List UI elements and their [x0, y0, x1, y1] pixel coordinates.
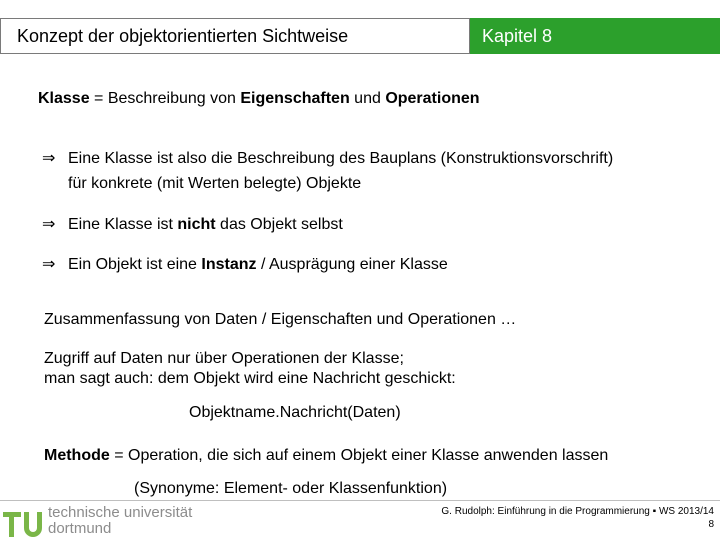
bullet-2-text-c: das Objekt selbst: [215, 216, 343, 233]
def-operations: Operationen: [385, 90, 480, 107]
method-definition: [44, 447, 608, 465]
method-term: Methode: [44, 447, 110, 464]
university-line-2: dortmund: [48, 520, 112, 537]
class-definition: [38, 90, 480, 108]
def-properties: Eigenschaften: [240, 90, 350, 107]
citation-text: G. Rudolph: Einführung in die Programmierung ▪ WS 2013/14: [441, 506, 714, 517]
university-name: [48, 505, 192, 537]
bullet-1-text: Eine Klasse ist also die Beschreibung des Bauplans (Konstruktionsvorschrift): [68, 150, 614, 167]
synonyms-text: (Synonyme: Element- oder Klassenfunktion): [134, 480, 448, 497]
chapter-label: Kapitel 8: [470, 18, 720, 54]
bullet-3: [42, 254, 448, 274]
page-number: 8: [708, 519, 714, 530]
def-term: Klasse: [38, 90, 90, 107]
bullet-3-text-a: Ein Objekt ist eine: [68, 256, 202, 273]
method-text: = Operation, die sich auf einem Objekt einer Klasse anwenden lassen: [109, 447, 609, 464]
def-text-2: und: [349, 90, 386, 107]
implies-icon: ⇒: [42, 256, 56, 273]
slide-title: Konzept der objektorientierten Sichtweise: [0, 18, 470, 54]
def-text-1: = Beschreibung von: [89, 90, 241, 107]
university-line-1: technische universität: [48, 504, 193, 521]
summary-text: Zusammenfassung von Daten / Eigenschaften und Operationen …: [44, 311, 517, 328]
bullet-3-text-c: / Ausprägung einer Klasse: [256, 256, 448, 273]
bullet-3-emphasis: Instanz: [201, 256, 257, 273]
access-line-1: Zugriff auf Daten nur über Operationen der Klasse;: [44, 350, 404, 367]
bullet-2-emphasis: nicht: [177, 216, 216, 233]
footer-citation: [441, 505, 714, 531]
implies-icon: ⇒: [42, 216, 56, 233]
bullet-2: [42, 214, 343, 234]
implies-icon: ⇒: [42, 150, 56, 167]
bullet-2-text-a: Eine Klasse ist: [68, 216, 178, 233]
tu-logo-icon: [2, 505, 44, 538]
bullet-1: [42, 148, 613, 168]
message-call: Objektname.Nachricht(Daten): [189, 404, 401, 421]
bullet-1-continuation: für konkrete (mit Werten belegte) Objekte: [68, 175, 362, 192]
footer-divider: [0, 500, 720, 501]
access-line-2: man sagt auch: dem Objekt wird eine Nachricht geschickt:: [44, 370, 456, 387]
